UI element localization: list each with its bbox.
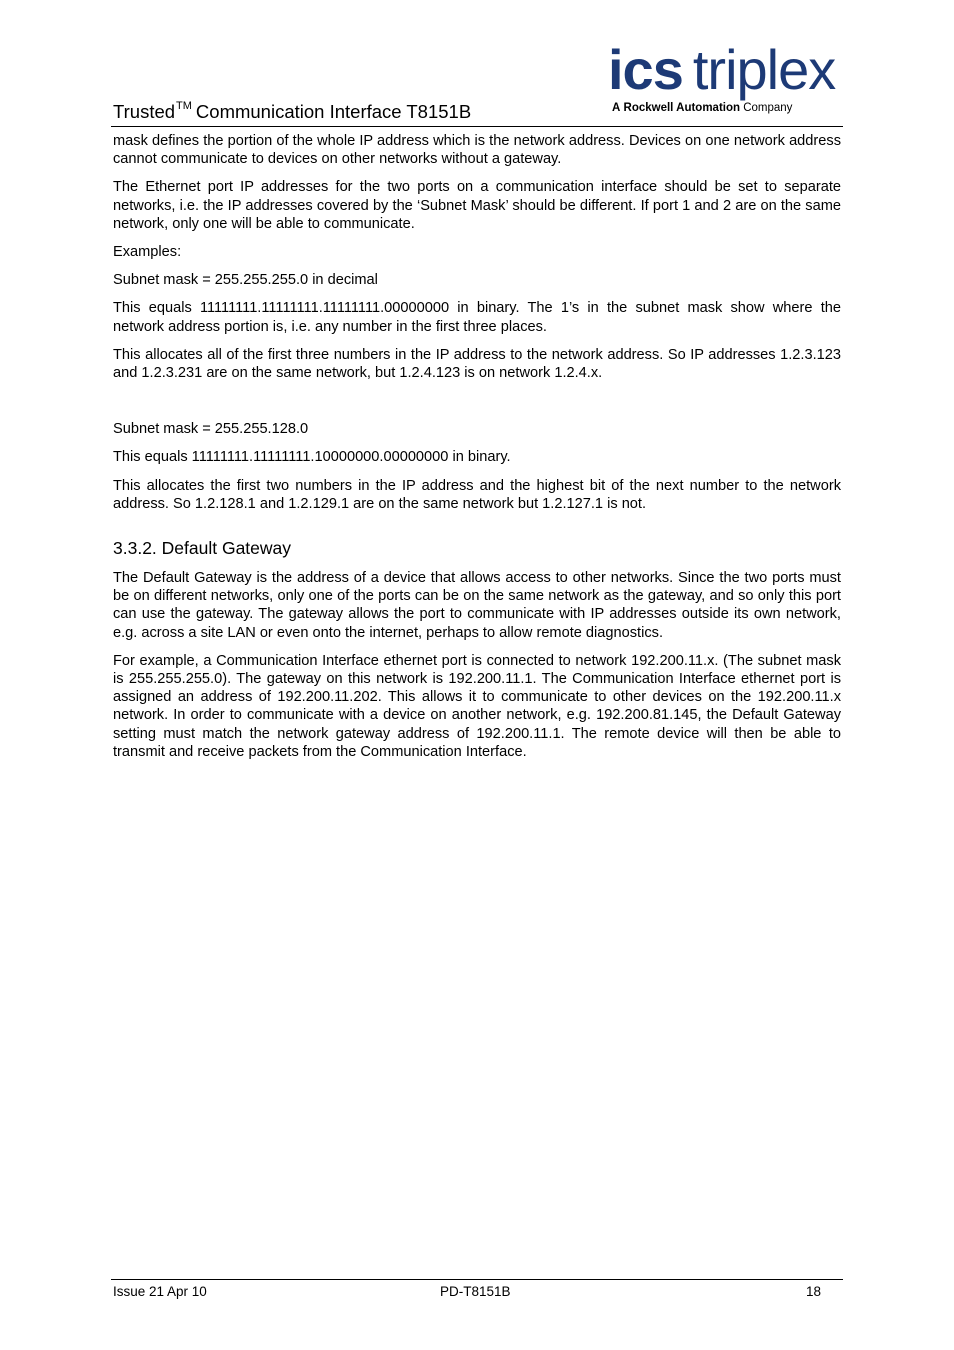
logo-word-ics: ics — [608, 38, 683, 101]
paragraph-example1-mask: Subnet mask = 255.255.255.0 in decimal — [113, 272, 378, 289]
title-trusted: Trusted — [113, 101, 176, 122]
logo-tagline — [612, 101, 792, 115]
paragraph-gateway-example: For example, a Communication Interface ethernet port is connected to network 192.200.11.x. (The subnet mask is 255.255.255.0). The gateway on this network is 192.200.11.1. The Communication Interface ethernet port is assigned an address of 192.200.11.202. This allows it to communicate to other devices on the 192.200.11.x network. In order to communicate with a device on another network, e.g. 192.200.81.145, the Default Gateway setting must match the network gateway address of 192.200.11.1. The remote device will then be able to transmit and receive packets from the Communication Interface. — [113, 652, 841, 760]
paragraph-example2-mask: Subnet mask = 255.255.128.0 — [113, 421, 309, 438]
section-heading-default-gateway: 3.3.2. Default Gateway — [113, 538, 292, 559]
logo-word-triplex: triplex — [692, 38, 836, 101]
paragraph-example1-binary: This equals 11111111.11111111.11111111.00000000 in binary. The 1’s in the subnet mask show where the network address portion is, i.e. any number in the first three places. — [113, 300, 841, 335]
footer-rule — [111, 1279, 843, 1280]
footer-page-number: 18 — [806, 1284, 822, 1299]
header-rule — [111, 126, 843, 127]
ics-triplex-logo — [608, 38, 844, 120]
logo-tagline-prefix: A — [612, 102, 621, 114]
paragraph-example1-allocation: This allocates all of the first three numbers in the IP address to the network address. So IP addresses 1.2.3.123 and 1.2.3.231 are on the same network, but 1.2.4.123 is on network 1.2.4.x. — [113, 346, 841, 382]
title-product: Communication Interface T8151B — [195, 101, 472, 122]
logo-tagline-brand: Rockwell Automation — [623, 102, 741, 114]
paragraph-example2-allocation: This allocates the first two numbers in the IP address and the highest bit of the next number to the network address. So 1.2.128.1 and 1.2.129.1 are on the same network but 1.2.127.1 is not. — [113, 477, 841, 512]
page-body — [113, 132, 841, 771]
logo-wordmark — [608, 38, 835, 102]
paragraph-example2-binary: This equals 11111111.11111111.10000000.00000000 in binary. — [113, 449, 511, 466]
paragraph-ethernet-ports: The Ethernet port IP addresses for the two ports on a communication interface should be set to separate networks, i.e. the IP addresses covered by the ‘Subnet Mask’ should be different. If port 1 and 2 are on the same network, only one will be able to communicate. — [113, 179, 841, 232]
paragraph-examples-label: Examples: — [113, 244, 182, 261]
footer-document-id: PD-T8151B — [440, 1284, 511, 1299]
logo-tagline-suffix: Company — [743, 102, 793, 114]
paragraph-subnet-mask-intro: mask defines the portion of the whole IP address which is the network address. Devices on one network address cannot communicate to devices on other networks without a gateway. — [113, 133, 841, 168]
document-title — [113, 100, 471, 124]
paragraph-gateway-definition: The Default Gateway is the address of a device that allows access to other networks. Since the two ports must be on different networks, only one of the ports can be on the same network as the gateway, and so only this port can use the gateway. The gateway allows the port to communicate with IP addresses outside its own network, e.g. across a site LAN or even onto the internet, perhaps to allow remote diagnostics. — [113, 570, 841, 641]
footer-issue: Issue 21 Apr 10 — [113, 1284, 207, 1299]
trademark-superscript: TM — [176, 100, 192, 112]
